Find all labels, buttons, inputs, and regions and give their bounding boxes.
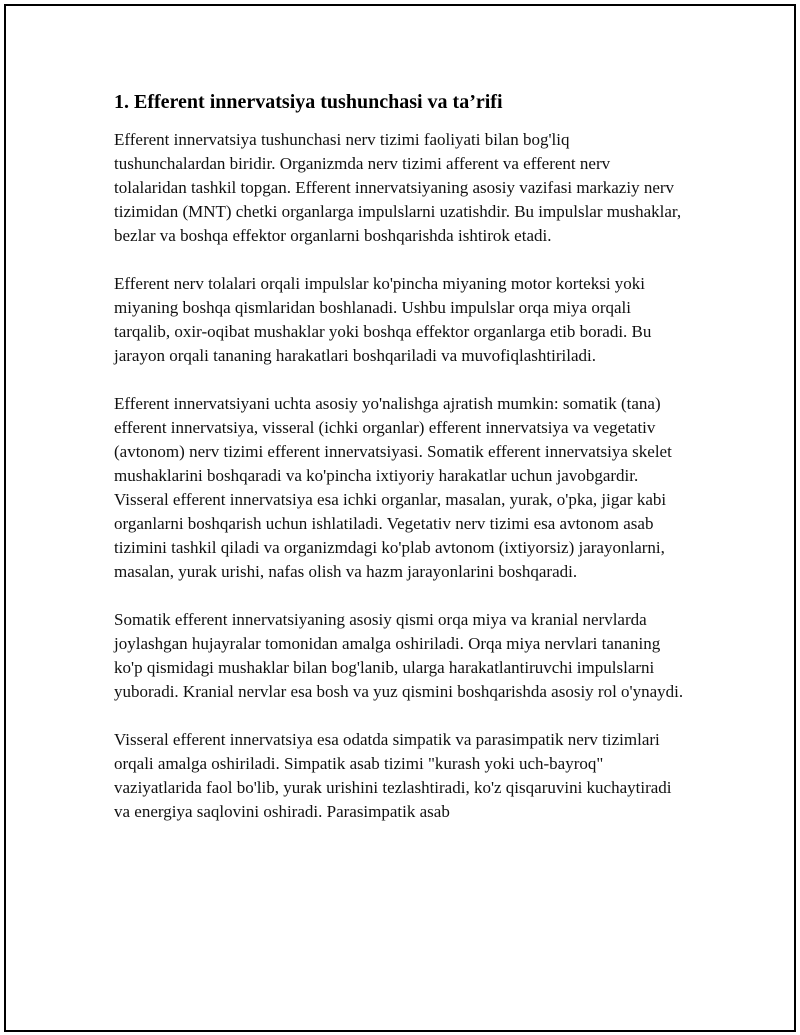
paragraph-1: Efferent innervatsiya tushunchasi nerv tizimi faoliyati bilan bog'liq tushunchalardan biridir. Organizmda nerv tizimi afferent va efferent nerv tolalaridan tashkil topgan. Efferent innervatsiyaning asosiy vazifasi markaziy nerv tizimidan (MNT) chetki organlarga impulslarni uzatishdir. Bu impulslar mushaklar, bezlar va boshqa effektor organlarni boshqarishda ishtirok etadi. [114,130,682,245]
document-body [114,89,684,824]
paragraph-5: Visseral efferent innervatsiya esa odatda simpatik va parasimpatik nerv tizimlari orqali amalga oshiriladi. Simpatik asab tizimi "kurash yoki uch-bayroq" vaziyatlarida faol bo'lib, yurak urishini tezlashtiradi, ko'z qisqaruvini kuchaytiradi va energiya saqlovini oshiradi. Parasimpatik asab [114,730,672,821]
paragraph-4: Somatik efferent innervatsiyaning asosiy qismi orqa miya va kranial nervlarda joylashgan hujayralar tomonidan amalga oshiriladi. Orqa miya nervlari tananing ko'p qismidagi mushaklar bilan bog'lanib, ularga harakatlantiruvchi impulslarni yuboradi. Kranial nervlar esa bosh va yuz qismini boshqarishda asosiy rol o'ynaydi. [114,610,684,701]
section-heading: 1. Efferent innervatsiya tushunchasi va ta’rifi [114,91,503,113]
paragraph-2: Efferent nerv tolalari orqali impulslar ko'pincha miyaning motor korteksi yoki miyaning boshqa qismlaridan boshlanadi. Ushbu impulslar orqa miya orqali tarqalib, oxir-oqibat mushaklar yoki boshqa effektor organlarga etib boradi. Bu jarayon orqali tananing harakatlari boshqariladi va muvofiqlashtiriladi. [114,274,652,365]
paragraph-3: Efferent innervatsiyani uchta asosiy yo'nalishga ajratish mumkin: somatik (tana) efferent innervatsiya, visseral (ichki organlar) efferent innervatsiya va vegetativ (avtonom) nerv tizimi efferent innervatsiyasi. Somatik efferent innervatsiya skelet mushaklarini boshqaradi va ko'pincha ixtiyoriy harakatlar uchun javobgardir. Visseral efferent innervatsiya esa ichki organlar, masalan, yurak, o'pka, jigar kabi organlarni boshqarish uchun ishlatiladi. Vegetativ nerv tizimi esa avtonom asab tizimini tashkil qiladi va organizmdagi ko'plab avtonom (ixtiyorsiz) jarayonlarni, masalan, yurak urishi, nafas olish va hazm jarayonlarini boshqaradi. [114,394,672,581]
